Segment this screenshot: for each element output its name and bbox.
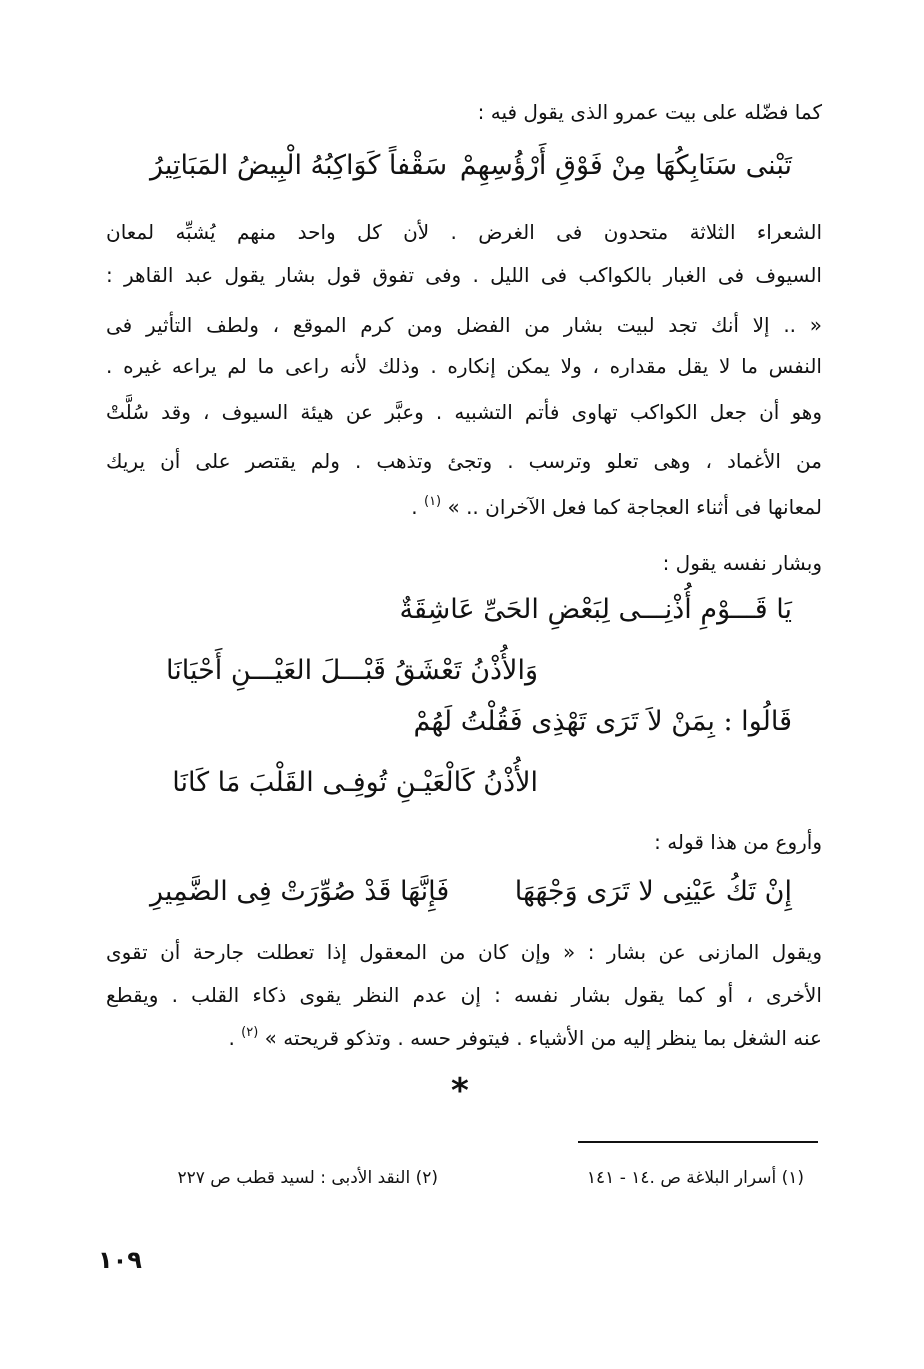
section-separator-star: * xyxy=(451,1071,469,1111)
paragraph1-line: الشعراء الثلاثة متحدون فى الغرض . لأن كل واحد منهم يُشبِّه لمعان xyxy=(106,220,822,244)
poem2-line: وَالأُذْنُ تَعْشَقُ قَبْـــلَ العَيْـــنِ أَحْيَانَا xyxy=(166,655,538,686)
verse1-hemistich-left: سَقْفاً كَوَاكِبُهُ الْبِيضُ المَبَاتِيرُ xyxy=(150,150,448,181)
footnote-2: (٢) النقد الأدبى : لسيد قطب ص ٢٢٧ xyxy=(177,1168,438,1188)
page-number: ١٠٩ xyxy=(98,1246,142,1274)
paragraph3-period: . xyxy=(228,1026,235,1050)
verse1-hemistich-right: تَبْنى سَنَابِكُهَا مِنْ فَوْقِ أَرْؤُسِهِمْ xyxy=(459,150,792,181)
paragraph1-line: من الأغماد ، وهى تعلو وترسب . وتجئ وتذهب . ولم يقتصر على أن يريك xyxy=(106,449,822,473)
paragraph3-line: الأخرى ، أو كما يقول بشار نفسه : إن عدم النظر يقوى ذكاء القلب . ويقطع xyxy=(106,983,822,1007)
verse3-hemistich-right: إِنْ تَكُ عَيْنِى لا تَرَى وَجْهَهَا xyxy=(514,876,792,907)
paragraph3-last-text: عنه الشغل بما ينظر إليه من الأشياء . فيتوفر حسه . وتذكو قريحته » xyxy=(264,1026,822,1050)
paragraph1-line: وهو أن جعل الكواكب تهاوى فأتم التشبيه . وعبَّر عن هيئة السيوف ، وقد سُلَّتْ xyxy=(106,400,822,424)
intro-line: كما فضّله على بيت عمرو الذى يقول فيه : xyxy=(477,100,822,124)
verse3-hemistich-left: فَإِنَّهَا قَدْ صُوِّرَتْ فِى الضَّمِيرِ xyxy=(150,876,450,907)
paragraph1-last-text: لمعانها فى أثناء العجاجة كما فعل الآخران .. » xyxy=(447,495,822,519)
footnote-divider xyxy=(578,1141,818,1143)
intro-line-2: وبشار نفسه يقول : xyxy=(662,551,822,575)
poem2-line: يَا قَـــوْمِ أُذْنِـــى لِبَعْضِ الحَىِّ عَاشِقَةٌ xyxy=(399,594,792,625)
intro-line-3: وأروع من هذا قوله : xyxy=(654,830,822,854)
paragraph1-period: . xyxy=(411,495,418,519)
poem2-line: قَالُوا : بِمَنْ لاَ تَرَى تَهْذِى فَقُلْتُ لَهُمْ xyxy=(413,706,792,737)
paragraph1-last-line xyxy=(411,495,822,519)
footnote-ref-2: (٢) xyxy=(241,1025,259,1040)
paragraph1-line: « .. إلا أنك تجد لبيت بشار من الفضل ومن كرم الموقع ، ولطف التأثير فى xyxy=(106,313,822,337)
paragraph3-line: ويقول المازنى عن بشار : « وإن كان من المعقول إذا تعطلت جارحة أن تقوى xyxy=(106,940,822,964)
footnote-ref-1: (١) xyxy=(423,494,442,509)
paragraph1-line: السيوف فى الغبار بالكواكب فى الليل . وفى تفوق قول بشار يقول عبد القاهر : xyxy=(106,263,822,287)
paragraph3-last-line xyxy=(228,1026,822,1050)
paragraph1-line: النفس ما لا يقل مقداره ، ولا يمكن إنكاره . وذلك لأنه راعى ما لم يراعه غيره . xyxy=(106,354,822,378)
footnote-1: (١) أسرار البلاغة ص .١٤ - ١٤١ xyxy=(586,1168,804,1188)
poem2-line: الأُذْنُ كَالْعَيْـنِ تُوفِـى القَلْبَ مَا كَانَا xyxy=(172,767,538,798)
